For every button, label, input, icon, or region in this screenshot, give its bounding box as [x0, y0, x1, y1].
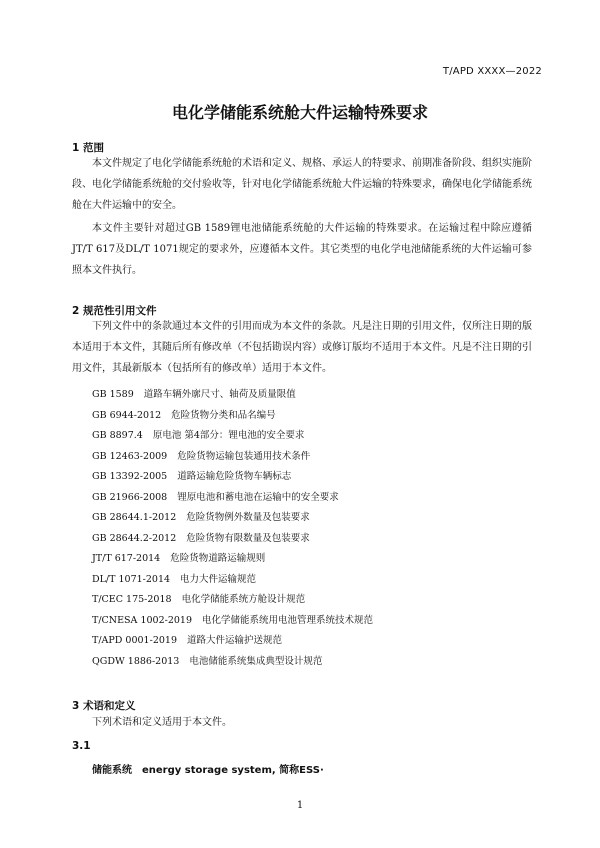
document-code: T/APD XXXX—2022 [442, 66, 542, 77]
reference-code: GB 6944-2012 [92, 409, 162, 421]
reference-code: GB 28644.1-2012 [92, 512, 177, 523]
reference-code: GB 13392-2005 [92, 471, 168, 482]
reference-code: T/CNESA 1002-2019 [92, 614, 193, 626]
reference-title: 电池储能系统集成典型设计规范 [189, 655, 323, 667]
reference-item [92, 426, 373, 447]
reference-item [92, 590, 373, 611]
reference-item [92, 447, 373, 468]
reference-code: GB 8897.4 [92, 430, 143, 441]
reference-item [92, 529, 373, 550]
term-chinese: 储能系统 [92, 765, 132, 776]
document-title: 电化学储能系统舱大件运输特殊要求 [171, 103, 428, 122]
page-number: 1 [296, 800, 304, 811]
reference-title: 危险货物运输包装通用技术条件 [177, 450, 311, 462]
reference-item [92, 631, 373, 652]
reference-code: GB 1589 [92, 389, 134, 400]
scope-paragraph-1: 本文件规定了电化学储能系统舱的术语和定义、规格、承运人的特要求、前期准备阶段、组织实施阶段、电化学储能系统舱的交付验收等，针对电化学储能系统舱大件运输的特殊要求，确保电化学储能系统舱在大件运输中的安全。 [72, 158, 532, 211]
reference-code: JT/T 617-2014 [92, 553, 161, 564]
reference-item [92, 406, 373, 427]
reference-code: GB 28644.2-2012 [92, 532, 177, 544]
reference-item [92, 652, 373, 673]
reference-title: 危险货物例外数量及包装要求 [186, 512, 310, 523]
reference-code: QGDW 1886-2013 [92, 655, 180, 667]
reference-title: 危险货物道路运输规则 [170, 553, 266, 564]
term-entry [92, 761, 324, 776]
reference-title: 电化学储能系统方舱设计规范 [181, 594, 306, 605]
reference-item [92, 570, 373, 591]
normative-intro: 下列文件中的条款通过本文件的引用而成为本文件的条款。凡是注日期的引用文件，仅所注日期的版本适用于本文件，其随后所有修改单（不包括勘误内容）或修订版均不适用于本文件。凡是不注日期的引用文件，其最新版本（包括所有的修改单）适用于本文件。 [72, 321, 532, 374]
reference-code: GB 12463-2009 [92, 450, 168, 462]
section-heading-terms: 3 术语和定义 [72, 700, 136, 712]
reference-item [92, 467, 373, 488]
reference-title: 锂原电池和蓄电池在运输中的安全要求 [177, 491, 339, 503]
reference-code: DL/T 1071-2014 [92, 573, 171, 585]
reference-item [92, 611, 373, 632]
reference-title: 电力大件运输规范 [180, 573, 257, 585]
section-heading-normative: 2 规范性引用文件 [72, 305, 157, 317]
reference-title: 道路运输危险货物车辆标志 [177, 471, 292, 482]
reference-item [92, 385, 373, 406]
reference-code: GB 21966-2008 [92, 491, 168, 503]
reference-list [92, 385, 373, 672]
term-english: energy storage system, 简称ESS· [142, 765, 324, 776]
reference-title: 道路车辆外廓尺寸、轴荷及质量限值 [143, 389, 296, 400]
term-number: 3.1 [72, 740, 91, 752]
reference-item [92, 508, 373, 529]
reference-title: 危险货物有限数量及包装要求 [186, 532, 310, 544]
reference-title: 原电池 第4部分：锂电池的安全要求 [152, 430, 305, 441]
reference-item [92, 488, 373, 509]
terms-intro: 下列术语和定义适用于本文件。 [92, 717, 232, 728]
reference-code: T/CEC 175-2018 [92, 594, 172, 605]
reference-item [92, 549, 373, 570]
reference-code: T/APD 0001-2019 [92, 635, 177, 646]
section-heading-scope: 1 范围 [72, 142, 104, 154]
reference-title: 危险货物分类和品名编号 [171, 409, 276, 421]
scope-paragraph-2: 本文件主要针对超过GB 1589锂电池储能系统舱的大件运输的特殊要求。在运输过程中除应遵循JT/T 617及DL/T 1071规定的要求外，应遵循本文件。其它类型的电化学电池储能系统的大件运输可参照本文件执行。 [72, 223, 532, 276]
reference-title: 道路大件运输护送规范 [187, 635, 283, 646]
reference-title: 电化学储能系统用电池管理系统技术规范 [202, 614, 374, 626]
